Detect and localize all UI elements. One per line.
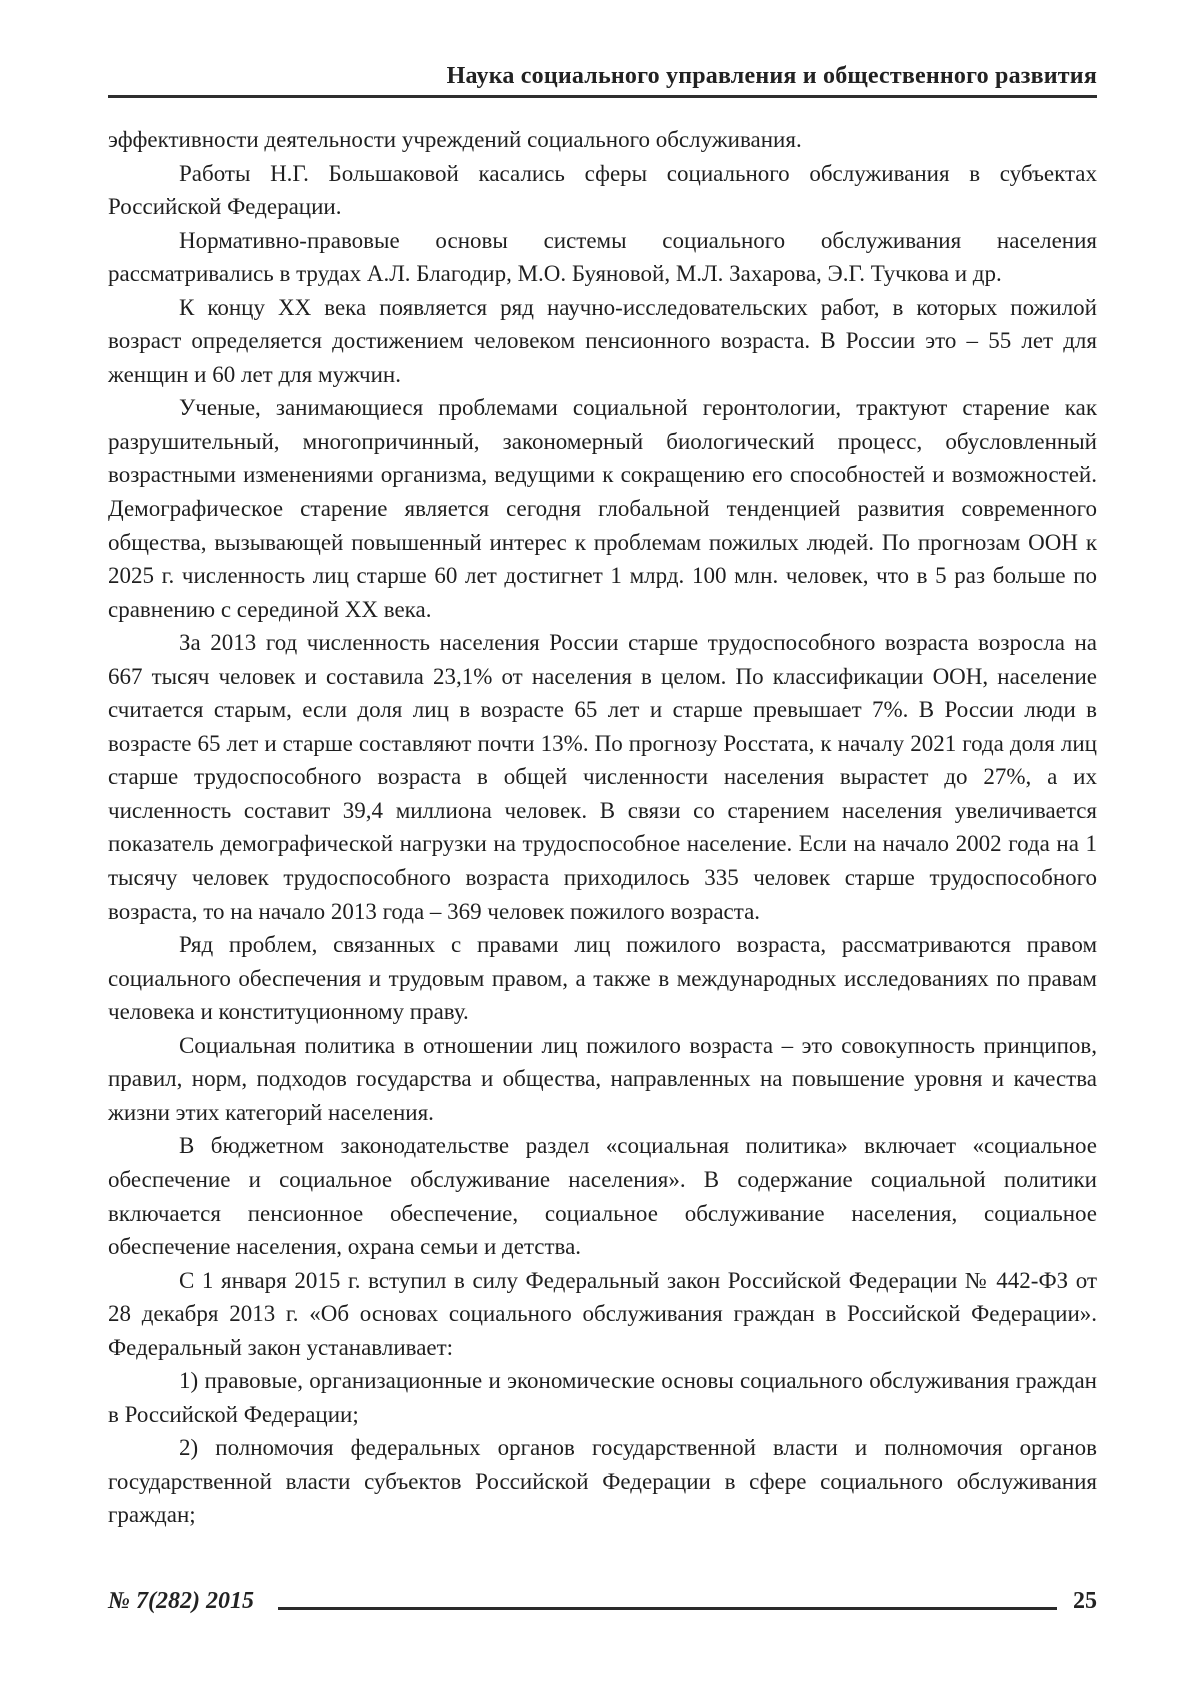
journal-running-head: Наука социального управления и общественного развития xyxy=(108,62,1097,98)
body-paragraph: С 1 января 2015 г. вступил в силу Федеральный закон Российской Федерации № 442-ФЗ от 28 декабря 2013 г. «Об основах социального обслуживания граждан в Российской Федерации». Федеральный закон устанавливает: xyxy=(108,1267,1097,1360)
body-paragraph: Нормативно-правовые основы системы социального обслуживания населения рассматривались в трудах А.Л. Благодир, М.О. Буяновой, М.Л. Захарова, Э.Г. Тучкова и др. xyxy=(108,227,1097,287)
footer-issue-label: № 7(282) 2015 xyxy=(108,1588,254,1614)
body-paragraph: Социальная политика в отношении лиц пожилого возраста – это совокупность принципов, правил, норм, подходов государства и общества, направленных на повышение уровня и качества жизни этих категорий населения. xyxy=(108,1032,1097,1125)
article-body xyxy=(108,123,1097,1532)
body-paragraph: К концу XX века появляется ряд научно-исследовательских работ, в которых пожилой возраст определяется достижением человеком пенсионного возраста. В России это – 55 лет для женщин и 60 лет для мужчин. xyxy=(108,294,1097,387)
page-number: 25 xyxy=(1073,1588,1097,1614)
body-paragraph: Ученые, занимающиеся проблемами социальной геронтологии, трактуют старение как разрушительный, многопричинный, закономерный биологический процесс, обусловленный возрастными изменениями организма, ведущими к сокращению его способностей и возможностей. Демографическое старение является сегодня глобальной тенденцией развития современного общества, вызывающей повышенный интерес к проблемам пожилых людей. По прогнозам ООН к 2025 г. численность лиц старше 60 лет достигнет 1 млрд. 100 млн. человек, что в 5 раз больше по сравнению с серединой XX века. xyxy=(108,395,1097,622)
body-paragraph: Работы Н.Г. Большаковой касались сферы социального обслуживания в субъектах Российской Федерации. xyxy=(108,160,1097,220)
body-paragraph: Ряд проблем, связанных с правами лиц пожилого возраста, рассматриваются правом социального обеспечения и трудовым правом, а также в международных исследованиях по правам человека и конституционному праву. xyxy=(108,932,1097,1025)
body-paragraph: В бюджетном законодательстве раздел «социальная политика» включает «социальное обеспечение и социальное обслуживание населения». В содержание социальной политики включается пенсионное обеспечение, социальное обслуживание населения, социальное обеспечение населения, охрана семьи и детства. xyxy=(108,1133,1097,1260)
body-paragraph: эффективности деятельности учреждений социального обслуживания. xyxy=(108,127,802,152)
page-footer xyxy=(108,1588,1097,1615)
body-paragraph: 1) правовые, организационные и экономические основы социального обслуживания граждан в Российской Федерации; xyxy=(108,1368,1097,1427)
body-paragraph: За 2013 год численность населения России старше трудоспособного возраста возросла на 667 тысяч человек и составила 23,1% от населения в целом. По классификации ООН, население считается старым, если доля лиц в возрасте 65 лет и старше превышает 7%. В России люди в возрасте 65 лет и старше составляют почти 13%. По прогнозу Росстата, к началу 2021 года доля лиц старше трудоспособного возраста в общей численности населения вырастет до 27%, а их численность составит 39,4 миллиона человек. В связи со старением населения увеличивается показатель демографической нагрузки на трудоспособное население. Если на начало 2002 года на 1 тысячу человек трудоспособного возраста приходилось 335 человек старше трудоспособного возраста, то на начало 2013 года – 369 человек пожилого возраста. xyxy=(108,630,1097,924)
footer-rule xyxy=(278,1607,1057,1610)
body-paragraph: 2) полномочия федеральных органов государственной власти и полномочия органов государственной власти субъектов Российской Федерации в сфере социального обслуживания граждан; xyxy=(108,1435,1097,1528)
